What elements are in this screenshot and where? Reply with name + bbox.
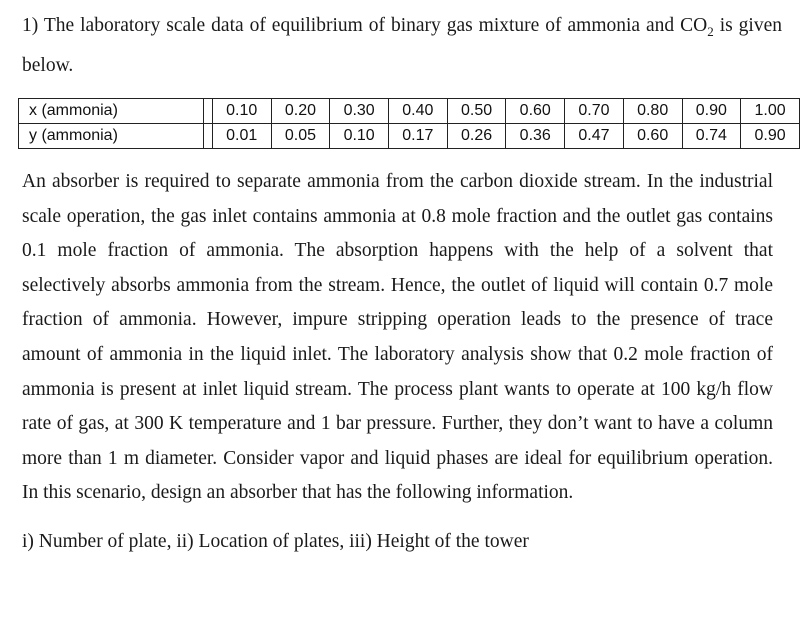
table-gap	[204, 124, 213, 149]
y-cell: 0.10	[330, 124, 389, 149]
y-cell: 0.90	[741, 124, 800, 149]
question-intro-end: is given below.	[22, 15, 782, 76]
table-gap	[204, 99, 213, 124]
requirements-list: i) Number of plate, ii) Location of plates, iii) Height of the tower	[22, 531, 529, 552]
y-cell: 0.60	[623, 124, 682, 149]
y-cell: 0.26	[447, 124, 506, 149]
x-cell: 0.80	[623, 99, 682, 124]
x-label: x (ammonia)	[19, 99, 204, 124]
x-cell: 0.30	[330, 99, 389, 124]
table-row-y	[19, 124, 800, 149]
y-cell: 0.74	[682, 124, 741, 149]
question-intro: The laboratory scale data of equilibrium of binary gas mixture of ammonia and CO	[43, 15, 708, 36]
problem-description: An absorber is required to separate ammonia from the carbon dioxide stream. In the industrial scale operation, the gas inlet contains ammonia at 0.8 mole fraction and the outlet gas contains 0.1 mole fraction of ammonia. The absorption happens with the help of a solvent that selectively absorbs ammonia from the stream. Hence, the outlet of liquid will contain 0.7 mole fraction of ammonia. However, impure stripping operation leads to the presence of trace amount of ammonia in the liquid inlet. The laboratory analysis show that 0.2 mole fraction of ammonia is present at inlet liquid stream. The process plant wants to operate at 100 kg/h flow rate of gas, at 300 K temperature and 1 bar pressure. Further, they don’t want to have a column more than 1 m diameter. Consider vapor and liquid phases are ideal for equilibrium operation. In this scenario, design an absorber that has the following information.	[22, 171, 773, 504]
x-cell: 0.50	[447, 99, 506, 124]
equilibrium-data-table	[18, 98, 800, 149]
question-number: 1)	[22, 15, 39, 36]
y-cell: 0.05	[271, 124, 330, 149]
x-cell: 1.00	[741, 99, 800, 124]
y-cell: 0.36	[506, 124, 565, 149]
x-cell: 0.10	[212, 99, 271, 124]
x-cell: 0.20	[271, 99, 330, 124]
question-heading	[22, 9, 782, 83]
y-cell: 0.01	[212, 124, 271, 149]
co2-subscript: 2	[707, 23, 714, 39]
table-row-x	[19, 99, 800, 124]
x-cell: 0.40	[388, 99, 447, 124]
x-cell: 0.70	[565, 99, 624, 124]
x-cell: 0.60	[506, 99, 565, 124]
y-cell: 0.17	[388, 124, 447, 149]
x-cell: 0.90	[682, 99, 741, 124]
y-cell: 0.47	[565, 124, 624, 149]
y-label: y (ammonia)	[19, 124, 204, 149]
